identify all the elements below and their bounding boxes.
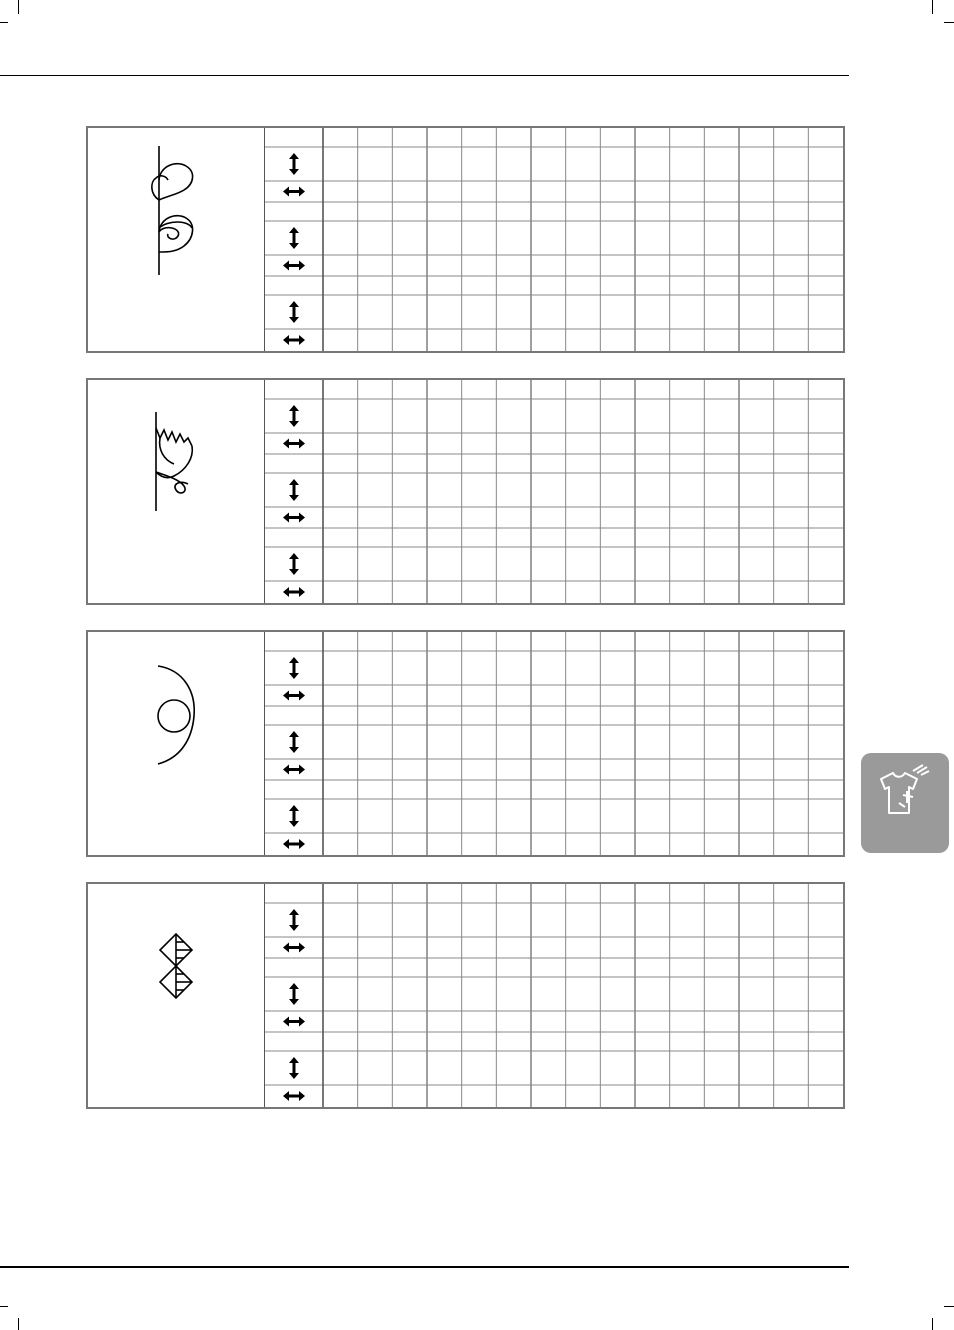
cat-stitch-icon: [88, 380, 264, 603]
vertical-double-arrow-icon: [289, 479, 299, 501]
vertical-double-arrow-icon: [289, 1057, 299, 1079]
crop-mark: [932, 1318, 933, 1330]
grid-lines: [265, 128, 843, 351]
vertical-double-arrow-icon: [289, 805, 299, 827]
settings-grid: [265, 632, 843, 855]
settings-grid: [265, 128, 843, 351]
settings-grid: [265, 380, 843, 603]
crop-mark: [944, 22, 954, 23]
horizontal-double-arrow-icon: [283, 261, 305, 271]
vertical-double-arrow-icon: [289, 153, 299, 175]
vertical-double-arrow-icon: [289, 657, 299, 679]
vertical-double-arrow-icon: [289, 983, 299, 1005]
horizontal-double-arrow-icon: [283, 691, 305, 701]
stitch-icon-cell: [88, 632, 265, 855]
crop-mark: [0, 1306, 8, 1307]
stitch-icon-cell: [88, 884, 265, 1107]
vertical-double-arrow-icon: [289, 553, 299, 575]
grid-lines: [265, 884, 843, 1107]
diamond-stitch-icon: [88, 884, 264, 1107]
horizontal-double-arrow-icon: [283, 439, 305, 449]
heart-stitch-icon: [88, 128, 264, 351]
horizontal-double-arrow-icon: [283, 1091, 305, 1101]
settings-grid: [265, 884, 843, 1107]
footer-rule: [0, 1266, 849, 1268]
crop-mark: [18, 1318, 19, 1330]
crop-mark: [944, 1306, 954, 1307]
horizontal-double-arrow-icon: [283, 335, 305, 345]
vertical-double-arrow-icon: [289, 227, 299, 249]
horizontal-double-arrow-icon: [283, 1017, 305, 1027]
crop-mark: [932, 0, 933, 14]
stitch-icon-cell: [88, 128, 265, 351]
horizontal-double-arrow-icon: [283, 513, 305, 523]
shirt-sewing-icon: [873, 763, 937, 823]
chapter-tab[interactable]: [861, 753, 949, 853]
horizontal-double-arrow-icon: [283, 587, 305, 597]
stitch-block-1: [86, 126, 845, 353]
stitch-block-4: [86, 882, 845, 1109]
grid-lines: [265, 632, 843, 855]
crop-mark: [0, 22, 8, 23]
horizontal-double-arrow-icon: [283, 839, 305, 849]
loop-stitch-icon: [88, 632, 264, 855]
horizontal-double-arrow-icon: [283, 765, 305, 775]
stitch-icon-cell: [88, 380, 265, 603]
stitch-block-3: [86, 630, 845, 857]
vertical-double-arrow-icon: [289, 909, 299, 931]
vertical-double-arrow-icon: [289, 405, 299, 427]
vertical-double-arrow-icon: [289, 301, 299, 323]
horizontal-double-arrow-icon: [283, 943, 305, 953]
header-rule: [0, 75, 849, 76]
vertical-double-arrow-icon: [289, 731, 299, 753]
grid-lines: [265, 380, 843, 603]
crop-mark: [18, 0, 19, 14]
horizontal-double-arrow-icon: [283, 187, 305, 197]
stitch-block-2: [86, 378, 845, 605]
